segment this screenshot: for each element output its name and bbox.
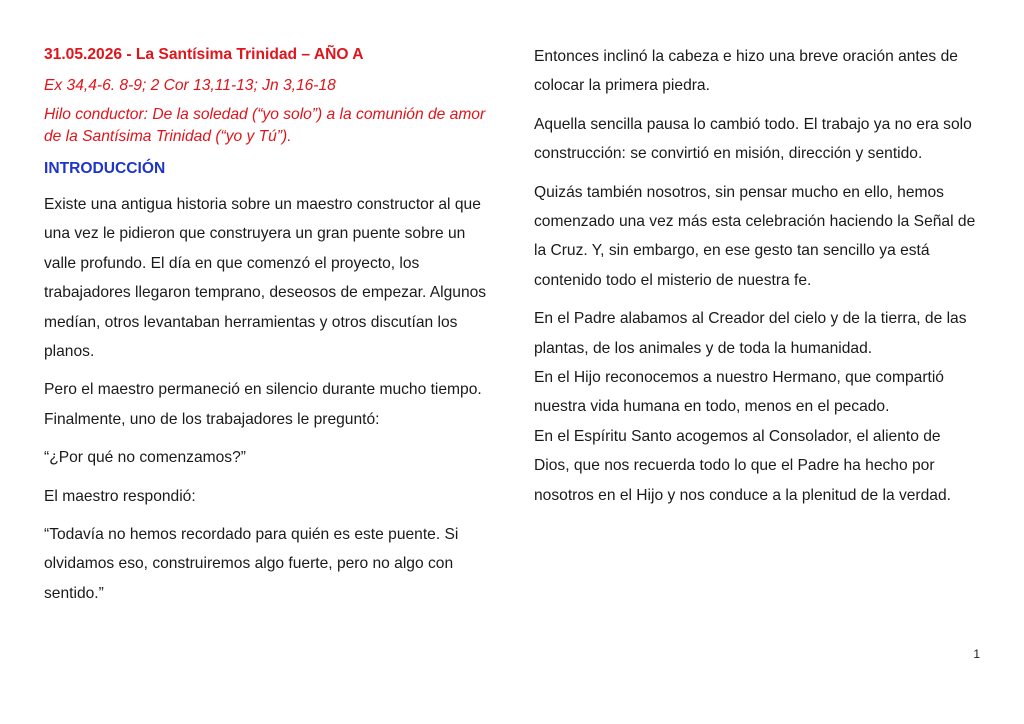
document-title: 31.05.2026 - La Santísima Trinidad – AÑO A	[44, 46, 364, 63]
paragraph-father: En el Padre alabamos al Creador del cielo y de la tierra, de las plantas, de los animales y de toda la humanidad.	[534, 310, 967, 357]
paragraph: Quizás también nosotros, sin pensar mucho en ello, hemos comenzado una vez más esta celebración haciendo la Señal de la Cruz. Y, sin embargo, en ese gesto tan sencillo ya está contenido todo el misterio de nuestra fe.	[534, 183, 976, 289]
quote-paragraph: “¿Por qué no comenzamos?”	[44, 449, 246, 467]
paragraph-spirit: En el Espíritu Santo acogemos al Consolador, el aliento de Dios, que nos recuerda todo lo que el Padre ha hecho por nosotros en el Hijo y nos conduce a la plenitud de la verdad.	[534, 427, 951, 504]
section-heading-introduction: INTRODUCCIÓN	[44, 160, 166, 177]
paragraph: Aquella sencilla pausa lo cambió todo. El trabajo ya no era solo construcción: se convirtió en misión, dirección y sentido.	[534, 115, 972, 163]
paragraph-son: En el Hijo reconocemos a nuestro Hermano, que compartió nuestra vida humana en todo, menos en el pecado.	[534, 369, 944, 416]
paragraph: Entonces inclinó la cabeza e hizo una breve oración antes de colocar la primera piedra.	[534, 48, 958, 95]
guiding-thread: Hilo conductor: De la soledad (“yo solo”) a la comunión de amor de la Santísima Trinidad (“yo y Tú”).	[44, 106, 486, 145]
paragraph: Existe una antigua historia sobre un maestro constructor al que una vez le pidieron que construyera un gran puente sobre un valle profundo. El día en que comenzó el proyecto, los trabajadores llegaron temprano, deseosos de empezar. Algunos medían, otros levantaban herramientas y otros discutían los planos.	[44, 196, 487, 361]
paragraph: Pero el maestro permaneció en silencio durante mucho tiempo. Finalmente, uno de los trabajadores le preguntó:	[44, 381, 482, 428]
paragraph: El maestro respondió:	[44, 487, 196, 505]
quote-paragraph: “Todavía no hemos recordado para quién es este puente. Si olvidamos eso, construiremos algo fuerte, pero no algo con sentido.”	[44, 526, 459, 602]
page-number: 1	[973, 647, 980, 661]
left-column	[44, 42, 490, 617]
right-column	[534, 42, 980, 519]
scripture-readings: Ex 34,4-6. 8-9; 2 Cor 13,11-13; Jn 3,16-18	[44, 77, 336, 94]
